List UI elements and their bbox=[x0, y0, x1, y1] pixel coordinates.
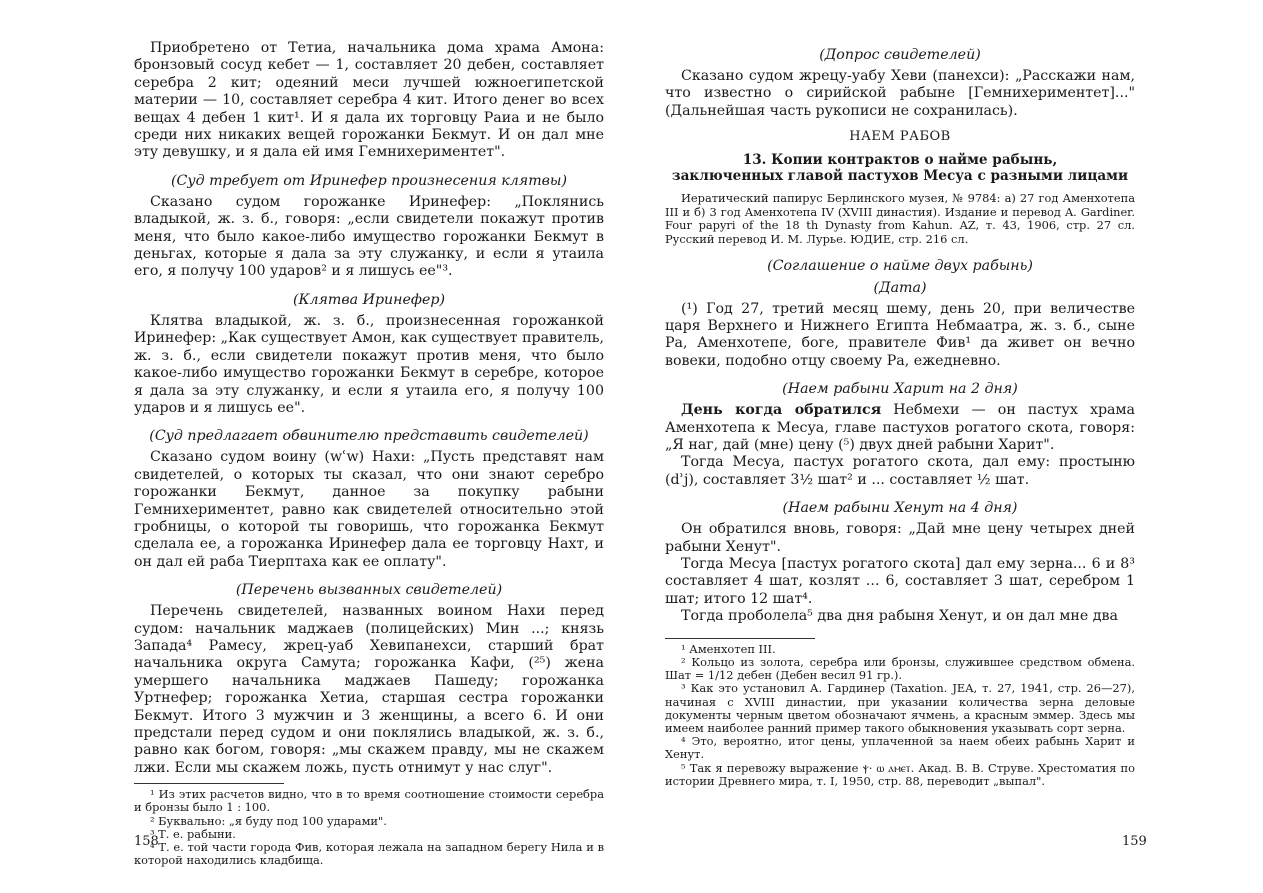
right-footnote: ³ Как это установил А. Гардинер (Taxation. JEA, т. 27, 1941, стр. 26—27), начиная с XVIII династии, при указании количества зерна деловые документы черным цветом обозначают ячмень, а красным эммер. Здесь мы имеем наиболее ранний пример такого обыкновения указывать сорт зерна. bbox=[665, 681, 1135, 735]
left-footnote: ¹ Из этих расчетов видно, что в то время соотношение стоимости серебра и бронзы было 1 : 100. bbox=[134, 787, 604, 815]
left-footnotes bbox=[134, 788, 604, 867]
right-page-number: 159 bbox=[1122, 834, 1147, 849]
left-page bbox=[134, 40, 604, 867]
document-title bbox=[665, 152, 1135, 184]
left-heading-2: (Клятва Иринефер) bbox=[292, 291, 446, 308]
left-para-1: Приобретено от Тетиа, начальника дома храма Амона: бронзовый сосуд кебет — 1, составляет 20 дебен, составляет серебра 2 кит; одеяний меси лучшей южноегипетской материи — 10, составляет серебра 4 кит. Итого денег во всех вещах 4 дебен 1 кит¹. И я дала их торговцу Раиа и не было среди них никаких вещей горожанки Бекмут. И он дал мне эту девушку, и я дала ей имя Гемнихериментет". bbox=[134, 40, 604, 161]
right-footnote: ¹ Аменхотеп III. bbox=[681, 641, 776, 656]
right-heading-4: (Наем рабыни Харит на 2 дня) bbox=[782, 381, 1018, 398]
right-para-3-text: Небмехи — он пастух храма Аменхотепа к Месуа, главе пастухов рогатого скота, говоря: „Я наг, дай (мне) цену (⁵) двух дней рабыни Харит". bbox=[665, 402, 1136, 454]
right-para-7: Тогда проболела⁵ два дня рабыня Хенут, и он дал мне два bbox=[681, 608, 1118, 625]
left-footnote-rule bbox=[134, 783, 284, 784]
left-footnote: ² Буквально: „я буду под 100 ударами". bbox=[150, 813, 387, 828]
section-heading: НАЕМ РАБОВ bbox=[849, 129, 951, 145]
right-footnote-rule bbox=[665, 638, 815, 639]
right-heading-5: (Наем рабыни Хенут на 4 дня) bbox=[782, 500, 1018, 517]
right-page bbox=[665, 40, 1135, 788]
left-heading-1: (Суд требует от Иринефер произнесения клятвы) bbox=[170, 172, 568, 189]
left-footnote: ³ Т. е. рабыни. bbox=[150, 826, 236, 841]
right-heading-2: (Соглашение о найме двух рабынь) bbox=[767, 257, 1033, 274]
right-para-1: Сказано судом жрецу-уабу Хеви (панехси): „Расскажи нам, что известно о сирийской рабыне [Гемнихериментет]..." (Дальнейшая часть рукописи не сохранилась). bbox=[665, 68, 1135, 119]
left-para-4: Сказано судом воину (wʿw) Нахи: „Пусть представят нам свидетелей, о которых ты сказал, что они знают серебро горожанки Бекмут, данное за покупку рабыни Гемнихериментет, равно как свидетелей относительно этой гробницы, о которой ты говоришь, что горожанка Бекмут сделала ее, а горожанка Иринефер дала ее торговцу Нахт, и он дал ей раба Тиерптаха как ее оплату". bbox=[134, 449, 604, 570]
right-para-3-lead: День когда обратился bbox=[681, 402, 882, 419]
right-footnotes bbox=[665, 643, 1135, 788]
left-para-5: Перечень свидетелей, названных воином Нахи перед судом: начальник маджаев (полицейских) Мин ...; князь Запада⁴ Рамесу, жрец-уаб Хевипанехси, старший брат начальника округа Самута; горожанка Кафи, (²⁵) жена умершего начальника маджаев Пашеду; горожанка Уртнефер; горожанка Хетиа, старшая сестра горожанки Бекмут. Итого 3 мужчин и 3 женщины, а всего 6. И они предстали перед судом и они поклялись владыкой, ж. з. б., равно как богом, говоря: „мы скажем правду, мы не скажем лжи. Если мы скажем ложь, пусть отнимут у нас слуг". bbox=[134, 603, 604, 776]
right-para-2: (¹) Год 27, третий месяц шему, день 20, при величестве царя Верхнего и Нижнего Египта Небмаатра, ж. з. б., сыне Ра, Аменхотепе, боге, правителе Фив¹ да живет он вечно вовеки, подобно отцу своему Ра, ежедневно. bbox=[665, 300, 1135, 369]
right-para-4: Тогда Месуа, пастух рогатого скота, дал ему: простыню (dʾj), составляет 3½ шат² и ... составляет ½ шат. bbox=[665, 454, 1135, 488]
left-footnote: ⁴ Т. е. той части города Фив, которая лежала на западном берегу Нила и в которой находились кладбища. bbox=[134, 840, 604, 868]
right-para-5: Он обратился вновь, говоря: „Дай мне цену четырех дней рабыни Хенут". bbox=[665, 521, 1135, 555]
right-footnote: ⁴ Это, вероятно, итог цены, уплаченной за наем обеих рабынь Харит и Хенут. bbox=[665, 734, 1135, 762]
document-title-line-2: заключенных главой пастухов Месуа с разными лицами bbox=[671, 168, 1129, 185]
right-para-3 bbox=[665, 402, 1135, 454]
source-note: Иератический папирус Берлинского музея, № 9784: а) 27 год Аменхотепа III и б) 3 год Аменхотепа IV (XVIII династия). Издание и перевод A. Gardiner. Four papyri of the 18 th Dynasty from Kahun. AZ, т. 43, 1906, стр. 27 сл. Русский перевод И. М. Лурье. ЮДИЕ, стр. 216 сл. bbox=[665, 191, 1135, 246]
left-page-number: 158 bbox=[134, 834, 159, 849]
right-para-6: Тогда Месуа [пастух рогатого скота] дал ему зерна... 6 и 8³ составляет 4 шат, козлят ... 6, составляет 3 шат, серебром 1 шат; итого 12 шат⁴. bbox=[665, 556, 1135, 607]
right-footnote: ⁵ Так я перевожу выражение ⲯ· ⲱ ⲁⲙⲉⲧ. Акад. В. В. Струве. Хрестоматия по истории Древнего мира, т. I, 1950, стр. 88, переводит „выпал". bbox=[665, 760, 1135, 788]
left-para-2: Сказано судом горожанке Иринефер: „Поклянись владыкой, ж. з. б., говоря: „если свидетели покажут против меня, что было какое-либо имущество горожанки Бекмут в деньгах, которые я дала за эту служанку, и если я утаила его, я получу 100 ударов² и я лишусь ее"³. bbox=[134, 193, 604, 280]
right-footnote: ² Кольцо из золота, серебра или бронзы, служившее средством обмена. Шат = 1/12 дебен (Дебен весил 91 гр.). bbox=[665, 654, 1135, 683]
left-heading-4: (Перечень вызванных свидетелей) bbox=[235, 582, 503, 599]
right-heading-1: (Допрос свидетелей) bbox=[819, 47, 981, 63]
right-heading-3: (Дата) bbox=[873, 279, 927, 296]
left-heading-3: (Суд предлагает обвинителю представить свидетелей) bbox=[149, 428, 589, 445]
left-para-3: Клятва владыкой, ж. з. б., произнесенная горожанкой Иринефер: „Как существует Амон, как существует правитель, ж. з. б., если свидетели покажут против меня, что было какое-либо имущество горожанки Бекмут в серебре, которое я дала за эту служанку, и если я утаила его, я получу 100 ударов и я лишусь ее". bbox=[134, 312, 604, 416]
document-title-line-1: 13. Копии контрактов о найме рабынь, bbox=[742, 152, 1058, 169]
